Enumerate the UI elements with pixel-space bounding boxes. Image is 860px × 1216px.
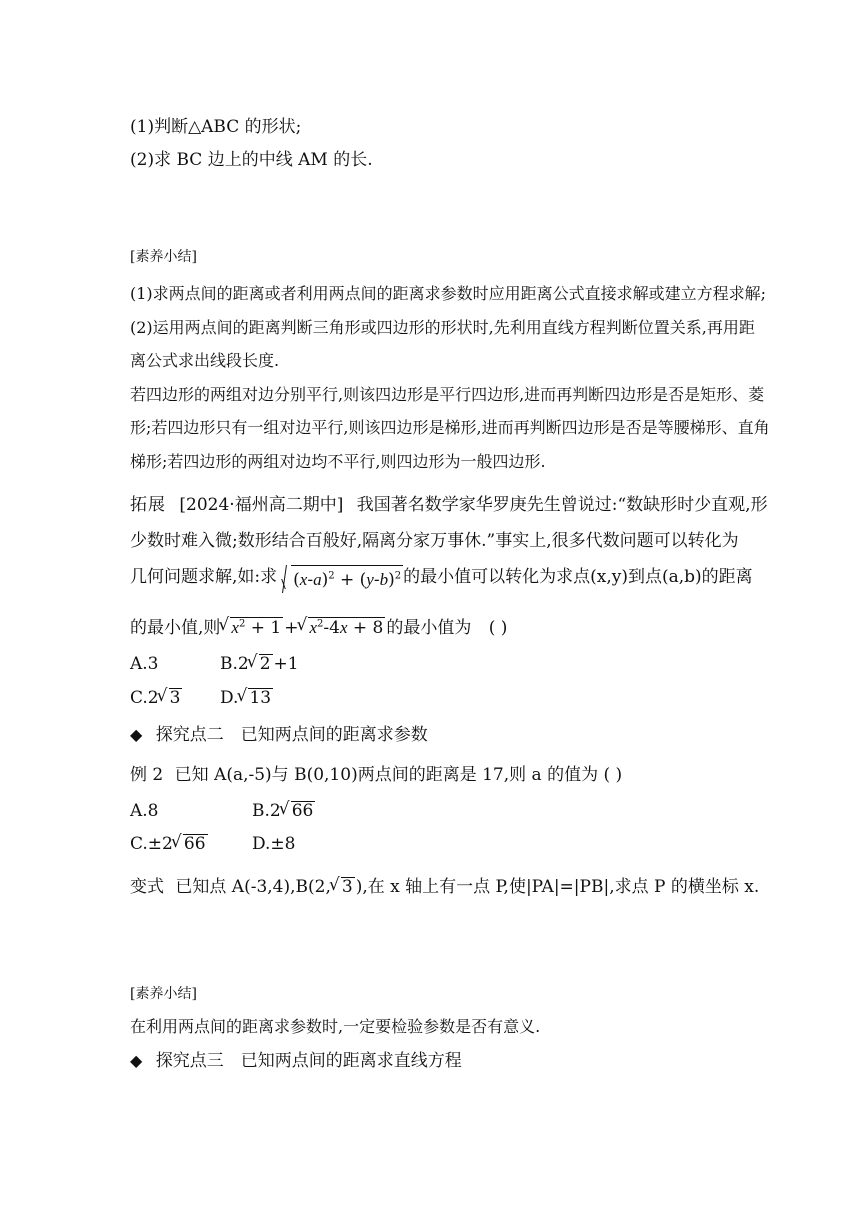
option-b: B.2√ 2 +1 — [220, 654, 299, 675]
extension-label: 拓展 — [130, 495, 166, 515]
sqrt-expression: √ $x^2-4x + 8$ — [298, 617, 385, 639]
extension-line-1: 拓展 [2024·福州高二期中] 我国著名数学家华罗庚先生曾说过:“数缺形时少直观,形 — [130, 495, 768, 515]
example-2: 例 2 已知 A(a,-5)与 B(0,10)两点间的距离是 17,则 a 的值为 ( ) — [130, 765, 623, 785]
summary-line: 离公式求出线段长度. — [130, 351, 280, 370]
extension-line-3: 几何问题求解,如:求 $(x-a)^2 + (y-b)^2$ 的最小值可以转化为求点(x,y)到点(a,b)的距离 — [130, 567, 753, 590]
option-a: A.3 — [130, 654, 159, 674]
diamond-icon: ◆ — [130, 725, 143, 744]
section-heading-3: ◆ 探究点三 已知两点间的距离求直线方程 — [130, 1051, 462, 1071]
extension-source: [2024·福州高二期中] — [179, 495, 344, 515]
section-heading-2: ◆ 探究点二 已知两点间的距离求参数 — [130, 725, 428, 745]
example-label: 例 2 — [130, 765, 164, 785]
summary-title: [素养小结] — [130, 986, 197, 1002]
option-b: B.2√ 66 — [252, 801, 316, 822]
extension-line-4: 的最小值,则√ $x^2 + 1$ +√ $x^2-4x + 8$ 的最小值为 ( ) — [130, 613, 507, 639]
summary-line: 在利用两点间的距离求参数时,一定要检验参数是否有意义. — [130, 1017, 541, 1036]
summary-line: 若四边形的两组对边分别平行,则该四边形是平行四边形,进而再判断四边形是否是矩形、菱 — [130, 385, 765, 404]
summary-line: 形;若四边形只有一组对边平行,则该四边形是梯形,进而再判断四边形是否是等腰梯形、直角 — [130, 418, 770, 437]
sqrt-expression: $(x-a)^2 + (y-b)^2$ — [277, 565, 403, 590]
option-d: D.√ 13 — [220, 688, 274, 709]
extension-line-2: 少数时难入微;数形结合百般好,隔离分家万事休.”事实上,很多代数问题可以转化为 — [130, 531, 739, 551]
diamond-icon: ◆ — [130, 1051, 143, 1070]
sqrt-expression: √ $x^2 + 1$ — [220, 617, 283, 639]
question-2: (2)求 BC 边上的中线 AM 的长. — [130, 150, 373, 170]
option-c: C.±2√ 66 — [130, 834, 209, 855]
option-a: A.8 — [130, 801, 159, 821]
summary-title: [素养小结] — [130, 249, 197, 265]
variant-problem: 变式 已知点 A(-3,4),B(2,√ 3 ),在 x 轴上有一点 P,使|PA|=|PB|,求点 P 的横坐标 x. — [130, 872, 759, 898]
summary-line: 梯形;若四边形的两组对边均不平行,则四边形为一般四边形. — [130, 452, 546, 471]
variant-label: 变式 — [130, 877, 164, 897]
option-c: C.2√ 3 — [130, 688, 183, 709]
summary-line: (1)求两点间的距离或者利用两点间的距离求参数时应用距离公式直接求解或建立方程求解; — [130, 284, 767, 303]
summary-line: (2)运用两点间的距离判断三角形或四边形的形状时,先利用直线方程判断位置关系,再用距 — [130, 318, 755, 337]
question-1: (1)判断△ABC 的形状; — [130, 117, 302, 137]
option-d: D.±8 — [252, 834, 296, 854]
answer-bracket: ( ) — [488, 618, 508, 638]
